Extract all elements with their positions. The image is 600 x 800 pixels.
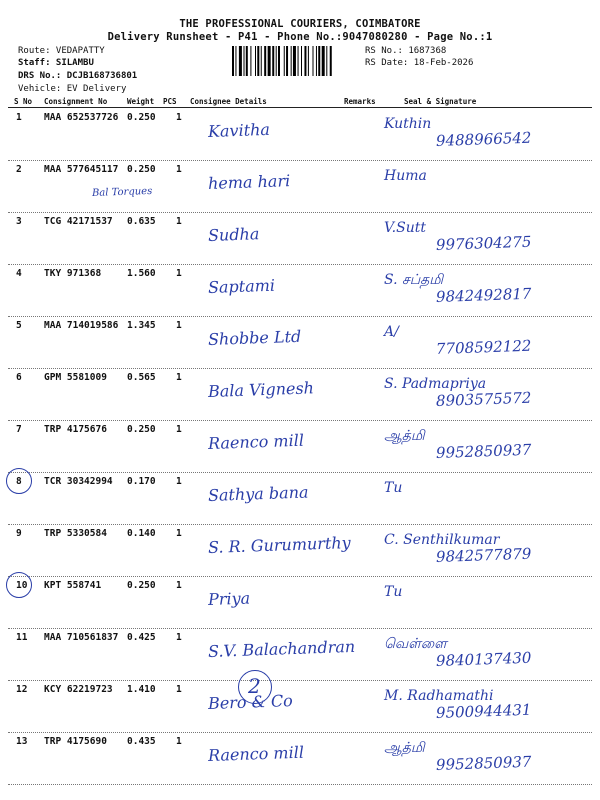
row-signature: வெள்ளை: [384, 636, 447, 652]
row-sno: 12: [16, 684, 28, 695]
row-pcs: 1: [176, 372, 182, 383]
sno-circle: [6, 468, 32, 494]
row-divider: [8, 628, 592, 629]
row-weight: 0.250: [127, 580, 156, 591]
row-consignee: S.V. Balachandran: [207, 636, 356, 661]
row-signature: Huma: [384, 168, 427, 184]
col-consignee: Consignee Details: [190, 97, 267, 106]
sno-circle: [6, 572, 32, 598]
barcode-bar: [232, 46, 234, 76]
row-divider: [8, 576, 592, 577]
row-pcs: 1: [176, 580, 182, 591]
barcode-bar: [264, 46, 266, 76]
row-sno: 7: [16, 424, 22, 435]
col-remarks: Remarks: [344, 97, 376, 106]
col-weight: Weight: [127, 97, 155, 106]
row-signature: S. சப்தமி: [384, 272, 444, 288]
barcode-bar: [301, 46, 302, 76]
barcode-bar: [272, 46, 274, 76]
row-weight: 0.425: [127, 632, 156, 643]
row-consignee: Priya: [207, 588, 251, 609]
row-phone: 9952850937: [435, 752, 532, 774]
row-weight: 1.560: [127, 268, 156, 279]
row-pcs: 1: [176, 112, 182, 123]
col-seal: Seal & Signature: [404, 97, 477, 106]
row-divider: [8, 420, 592, 421]
row-divider: [8, 784, 592, 785]
row-consignment: TRP 4175690: [44, 736, 107, 747]
row-phone: 9842492817: [435, 284, 532, 306]
row-consignee: Saptami: [207, 275, 276, 297]
header-rule: [8, 107, 592, 108]
row-weight: 0.170: [127, 476, 156, 487]
barcode-bar: [276, 46, 277, 76]
row-consignee: Sathya bana: [207, 482, 309, 505]
row-consignee: Bero & Co: [207, 691, 294, 713]
row-consignee: hema hari: [207, 171, 291, 193]
row-sno: 8: [16, 476, 22, 487]
row-consignment: KPT 558741: [44, 580, 102, 591]
barcode-bar: [322, 46, 325, 76]
row-consignment: TKY 971368: [44, 268, 102, 279]
row-consignment: TCR 30342994: [44, 476, 113, 487]
runsheet-subtitle: Delivery Runsheet - P41 - Phone No.:9047080280 - Page No.:1: [107, 31, 493, 43]
col-consignment: Consignment No: [44, 97, 108, 106]
barcode-bar: [316, 46, 317, 76]
barcode: [232, 46, 360, 76]
row-divider: [8, 524, 592, 525]
barcode-bar: [298, 46, 299, 76]
row-consignment: MAA 714019586: [44, 320, 119, 331]
row-divider: [8, 264, 592, 265]
row-consignee: Shobbe Ltd: [207, 326, 302, 349]
row-phone: 9488966542: [435, 128, 532, 150]
row-consignee: Raenco mill: [207, 430, 305, 453]
row-signature: M. Radhamathi: [384, 688, 494, 704]
company-title: THE PROFESSIONAL COURIERS, COIMBATORE: [179, 18, 421, 30]
row-pcs: 1: [176, 528, 182, 539]
row-consignment: KCY 62219723: [44, 684, 113, 695]
row-consignee: S. R. Gurumurthy: [207, 533, 351, 557]
row-pcs: 1: [176, 216, 182, 227]
col-sno: S No: [14, 97, 33, 106]
row-divider: [8, 680, 592, 681]
row-sno: 6: [16, 372, 22, 383]
row-divider: [8, 368, 592, 369]
row-weight: 0.435: [127, 736, 156, 747]
staff-label: Staff: SILAMBU: [18, 58, 94, 68]
route-label: Route: VEDAPATTY: [18, 46, 105, 56]
col-pcs: PCS: [163, 97, 177, 106]
row-sno: 4: [16, 268, 22, 279]
row-signature: ஆத்மி: [384, 740, 425, 756]
barcode-bar: [318, 46, 320, 76]
row-consignment: TRP 5330584: [44, 528, 107, 539]
row-divider: [8, 316, 592, 317]
row-sno: 3: [16, 216, 22, 227]
page-mark: 2: [248, 674, 261, 698]
barcode-bar: [313, 46, 314, 76]
row-consignee: Sudha: [207, 224, 260, 245]
row-pcs: 1: [176, 736, 182, 747]
row-weight: 0.250: [127, 424, 156, 435]
row-weight: 0.140: [127, 528, 156, 539]
barcode-bar: [246, 46, 248, 76]
barcode-bar: [284, 46, 285, 76]
row-consignment: TCG 42171537: [44, 216, 113, 227]
row-weight: 0.635: [127, 216, 156, 227]
barcode-bar: [257, 46, 259, 76]
row-consignment: MAA 652537726: [44, 112, 119, 123]
rs-number: RS No.: 1687368: [365, 46, 447, 56]
row-weight: 1.410: [127, 684, 156, 695]
barcode-bar: [304, 46, 306, 76]
row-divider: [8, 732, 592, 733]
row-signature: S. Padmapriya: [384, 376, 487, 392]
row-weight: 1.345: [127, 320, 156, 331]
barcode-bar: [235, 46, 236, 76]
row-divider: [8, 472, 592, 473]
barcode-bar: [261, 46, 262, 76]
row-pcs: 1: [176, 320, 182, 331]
row-signature: ஆத்மி: [384, 428, 425, 444]
barcode-bar: [326, 46, 327, 76]
row-sno: 2: [16, 164, 22, 175]
barcode-bar: [308, 46, 309, 76]
vehicle-label: Vehicle: EV Delivery: [18, 84, 127, 94]
row-sno: 13: [16, 736, 28, 747]
barcode-bar: [239, 46, 242, 76]
row-phone: 9840137430: [435, 648, 532, 670]
drs-label: DRS No.: DCJB168736801: [18, 71, 138, 81]
row-pcs: 1: [176, 684, 182, 695]
row-sno: 10: [16, 580, 28, 591]
row-consignee: Kavitha: [207, 119, 271, 141]
row-sno: 5: [16, 320, 22, 331]
row-pcs: 1: [176, 164, 182, 175]
barcode-bar: [250, 46, 251, 76]
row-sno: 11: [16, 632, 28, 643]
row-signature: V.Sutt: [384, 220, 426, 236]
row-signature: C. Senthilkumar: [384, 532, 500, 548]
barcode-bar: [268, 46, 271, 76]
row-weight: 0.565: [127, 372, 156, 383]
row-divider: [8, 160, 592, 161]
row-phone: 9842577879: [435, 544, 532, 566]
barcode-bar: [286, 46, 288, 76]
row-pcs: 1: [176, 632, 182, 643]
row-pcs: 1: [176, 424, 182, 435]
row-consignee: Raenco mill: [207, 742, 305, 765]
row-weight: 0.250: [127, 164, 156, 175]
row-pcs: 1: [176, 476, 182, 487]
row-pcs: 1: [176, 268, 182, 279]
barcode-bar: [293, 46, 296, 76]
rs-date: RS Date: 18-Feb-2026: [365, 58, 474, 68]
row-consignment: GPM 5581009: [44, 372, 107, 383]
barcode-bar: [291, 46, 292, 76]
row-note: Bal Torques: [91, 185, 153, 199]
barcode-bar: [255, 46, 256, 76]
row-signature: Tu: [384, 584, 403, 600]
barcode-bar: [278, 46, 280, 76]
row-consignment: MAA 710561837: [44, 632, 119, 643]
row-signature: A/: [384, 324, 399, 340]
row-weight: 0.250: [127, 112, 156, 123]
row-divider: [8, 212, 592, 213]
row-signature: Kuthin: [384, 116, 432, 132]
barcode-bar: [330, 46, 332, 76]
barcode-bar: [244, 46, 245, 76]
row-phone: 9500944431: [435, 700, 532, 722]
row-phone: 9976304275: [435, 232, 532, 254]
row-phone: 9952850937: [435, 440, 532, 462]
row-sno: 1: [16, 112, 22, 123]
row-consignment: MAA 577645117: [44, 164, 119, 175]
row-phone: 8903575572: [435, 388, 532, 410]
row-consignee: Bala Vignesh: [207, 378, 315, 401]
row-sno: 9: [16, 528, 22, 539]
row-signature: Tu: [384, 480, 403, 496]
row-consignment: TRP 4175676: [44, 424, 107, 435]
row-phone: 7708592122: [435, 336, 532, 358]
